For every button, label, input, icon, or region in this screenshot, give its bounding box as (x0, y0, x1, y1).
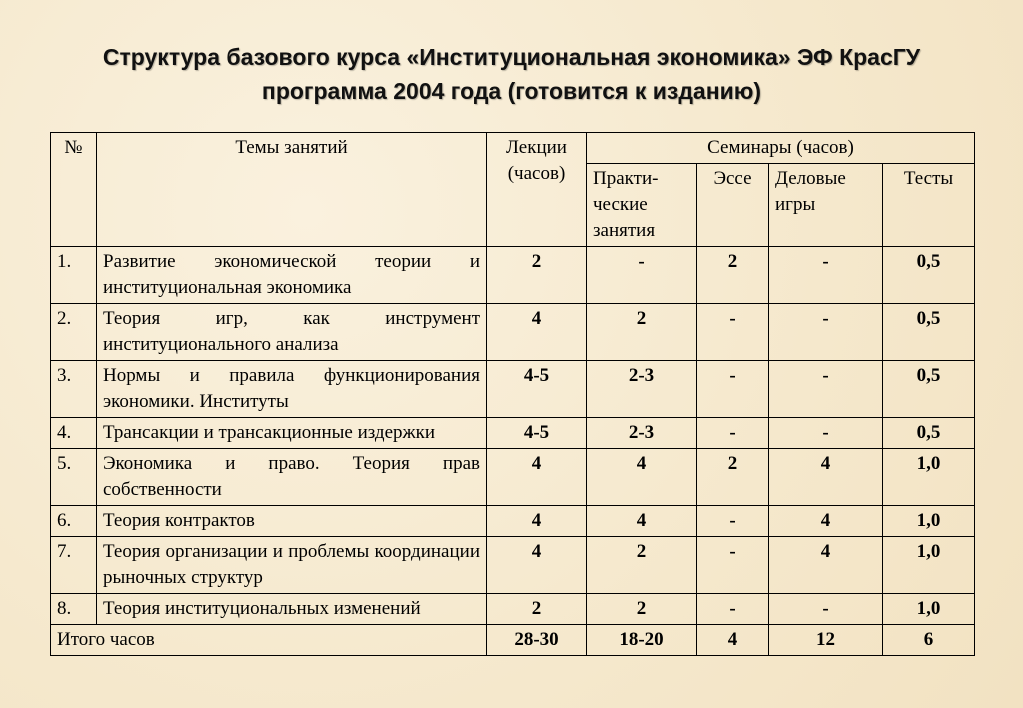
row-lectures: 4 (487, 537, 587, 594)
row-topic: Экономика и право. Теория прав собственности (97, 449, 487, 506)
page-title (0, 40, 1023, 108)
row-essay: 2 (697, 247, 769, 304)
row-tests: 1,0 (883, 449, 975, 506)
total-practical: 18-20 (587, 625, 697, 656)
table-row (51, 506, 975, 537)
row-practical: - (587, 247, 697, 304)
row-business-games: - (769, 247, 883, 304)
table-row (51, 449, 975, 506)
row-lectures: 4 (487, 506, 587, 537)
total-lectures: 28-30 (487, 625, 587, 656)
header-tests: Тесты (883, 164, 975, 247)
row-number: 1. (51, 247, 97, 304)
row-tests: 0,5 (883, 361, 975, 418)
row-lectures: 4-5 (487, 361, 587, 418)
row-topic: Теория организации и проблемы координации рыночных структур (97, 537, 487, 594)
row-tests: 0,5 (883, 418, 975, 449)
row-lectures: 4 (487, 304, 587, 361)
row-essay: - (697, 594, 769, 625)
row-business-games: - (769, 304, 883, 361)
row-practical: 2 (587, 537, 697, 594)
header-practical: Практи-ческие занятия (587, 164, 697, 247)
row-topic: Развитие экономической теории и институциональная экономика (97, 247, 487, 304)
header-lectures: Лекции (часов) (487, 133, 587, 247)
row-topic: Теория контрактов (97, 506, 487, 537)
row-number: 6. (51, 506, 97, 537)
row-topic: Теория игр, как инструмент институционального анализа (97, 304, 487, 361)
row-practical: 2 (587, 304, 697, 361)
header-essay: Эссе (697, 164, 769, 247)
row-business-games: 4 (769, 537, 883, 594)
header-topic: Темы занятий (97, 133, 487, 247)
row-tests: 1,0 (883, 594, 975, 625)
row-number: 8. (51, 594, 97, 625)
title-line-1: Структура базового курса «Институциональная экономика» ЭФ КрасГУ (102, 44, 921, 70)
row-business-games: - (769, 594, 883, 625)
table-row (51, 247, 975, 304)
row-tests: 0,5 (883, 304, 975, 361)
total-games: 12 (769, 625, 883, 656)
header-seminars: Семинары (часов) (587, 133, 975, 164)
row-business-games: - (769, 418, 883, 449)
table-row (51, 594, 975, 625)
row-essay: - (697, 506, 769, 537)
row-essay: - (697, 418, 769, 449)
row-essay: 2 (697, 449, 769, 506)
row-lectures: 2 (487, 247, 587, 304)
table-row (51, 418, 975, 449)
table-row (51, 304, 975, 361)
table-row (51, 537, 975, 594)
row-practical: 2-3 (587, 418, 697, 449)
header-num: № (51, 133, 97, 247)
row-lectures: 4-5 (487, 418, 587, 449)
row-number: 7. (51, 537, 97, 594)
row-number: 4. (51, 418, 97, 449)
row-essay: - (697, 537, 769, 594)
row-topic: Нормы и правила функционирования экономики. Институты (97, 361, 487, 418)
row-topic: Теория институциональных изменений (97, 594, 487, 625)
row-business-games: - (769, 361, 883, 418)
row-lectures: 4 (487, 449, 587, 506)
row-essay: - (697, 361, 769, 418)
row-tests: 1,0 (883, 537, 975, 594)
total-row (51, 625, 975, 656)
row-tests: 1,0 (883, 506, 975, 537)
title-line-2: программа 2004 года (готовится к изданию) (261, 78, 762, 104)
row-number: 5. (51, 449, 97, 506)
row-topic: Трансакции и трансакционные издержки (97, 418, 487, 449)
row-business-games: 4 (769, 506, 883, 537)
row-business-games: 4 (769, 449, 883, 506)
row-practical: 4 (587, 506, 697, 537)
row-practical: 2-3 (587, 361, 697, 418)
row-number: 3. (51, 361, 97, 418)
table-row (51, 361, 975, 418)
row-tests: 0,5 (883, 247, 975, 304)
header-business-games: Деловые игры (769, 164, 883, 247)
row-practical: 4 (587, 449, 697, 506)
row-practical: 2 (587, 594, 697, 625)
course-structure-table (50, 132, 975, 656)
row-number: 2. (51, 304, 97, 361)
total-essay: 4 (697, 625, 769, 656)
row-lectures: 2 (487, 594, 587, 625)
row-essay: - (697, 304, 769, 361)
total-label: Итого часов (51, 625, 487, 656)
total-tests: 6 (883, 625, 975, 656)
